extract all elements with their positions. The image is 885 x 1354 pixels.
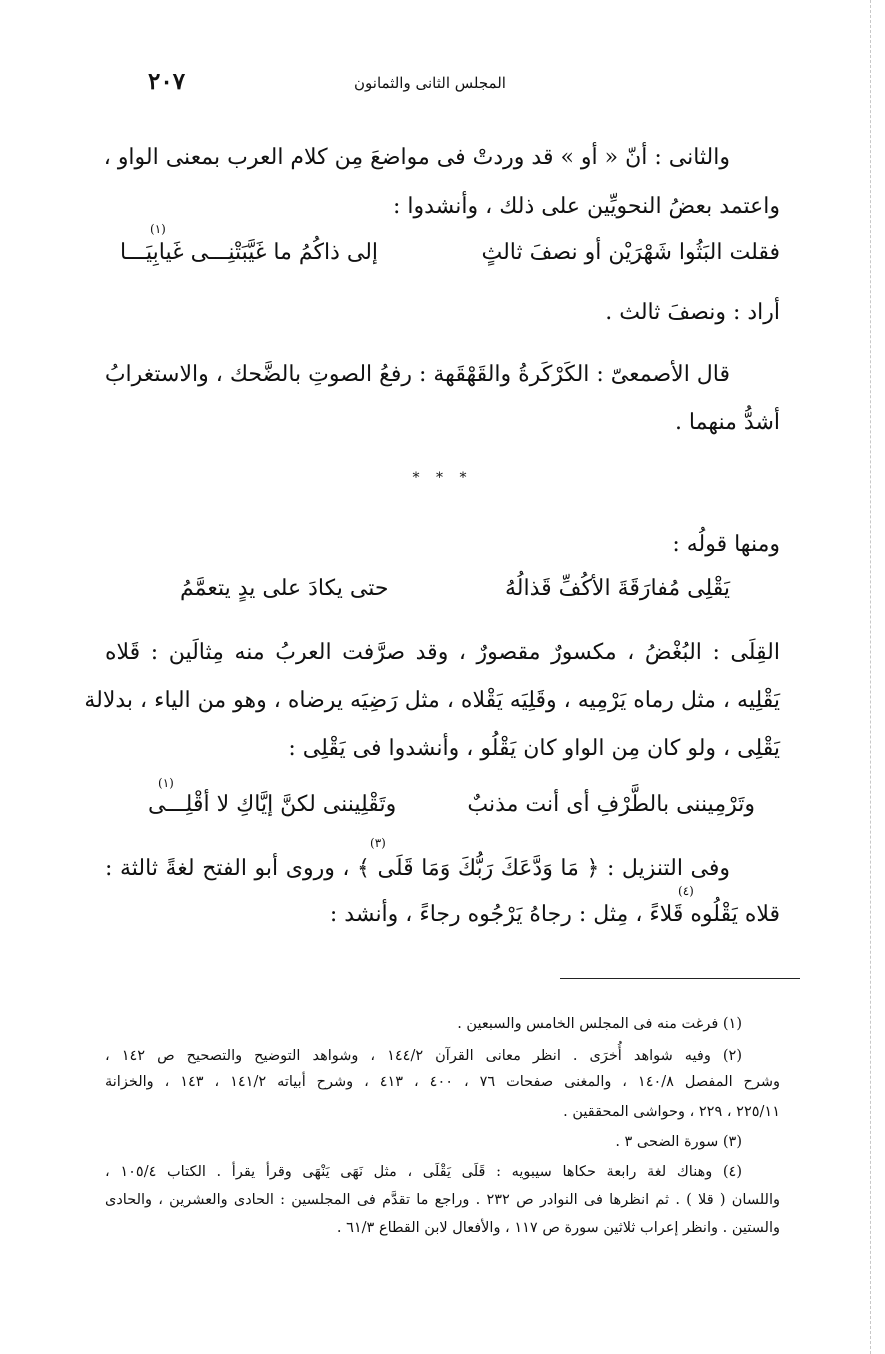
paragraph-line: قلاه يَقْلُوه قَلاءً ، مِثل : رجاهُ يَرْجُوه رجاءً ، وأنشد : (329, 902, 780, 927)
footnote-marker: (٤) (678, 884, 694, 898)
paragraph-line: واعتمد بعضُ النحويِّين على ذلك ، وأنشدوا : (392, 194, 780, 219)
running-title: المجلس الثانى والثمانون (354, 74, 506, 92)
verse-hemistich-left: حتى يكادَ على يدٍ يتعمَّمُ (180, 576, 389, 601)
footnote-line: (١) فرغت منه فى المجلس الخامس والسبعين . (457, 1016, 742, 1032)
footnote-line: ٢٢٥/١١ ، ٢٢٩ ، وحواشى المحققين . (563, 1104, 780, 1120)
verse-hemistich-right: يَقْلِى مُفارَقَةَ الأكُفِّ قَذالُهُ (505, 576, 730, 601)
verse-hemistich-left: إلى ذاكُمُ ما غَيَّبَتْنِـــى غَيابِيَـــا (120, 240, 379, 265)
footnote-line: والستين . وانظر إعراب ثلاثين سورة ص ١١٧ ، والأفعال لابن القطاع ٦١/٣ . (336, 1220, 780, 1236)
paragraph-line: يَقْلِيه ، مثل رماه يَرْمِيه ، وقَلِيَه يَقْلاه ، مثل رَضِيَه يرضاه ، وهو من الياء ، بدلالة (84, 688, 780, 713)
footnote-line: وشرح المفصل ١٤٠/٨ ، والمغنى صفحات ٧٦ ، ٤٠٠ ، ٤١٣ ، وشرح أبياته ١٤١/٢ ، ١٤٣ ، والخزانة (105, 1074, 781, 1090)
section-separator: * * * (412, 470, 473, 486)
footnote-marker: (١) (150, 222, 166, 236)
footnote-line: (٤) وهناك لغة رابعة حكاها سيبويه : قَلَى يَقْلَى ، مثل نَهَى يَنْهَى وقرأ يقرأ . الكتاب ١٠٥/٤ ، (105, 1164, 743, 1180)
footnote-line: (٣) سورة الضحى ٣ . (615, 1134, 742, 1150)
paragraph-line: يَقْلِى ، ولو كان مِن الواو كان يَقْلُو ، وأنشدوا فى يَقْلِى : (288, 736, 780, 761)
verse-hemistich-right: وتَرْمِيننى بالطَّرْفِ أى أنت مذنبٌ (467, 792, 755, 817)
paragraph-line: أراد : ونصفَ ثالث . (605, 300, 780, 325)
footnote-line: واللسان ( قلا ) . ثم انظرها فى النوادر ص ٢٣٢ . وراجع ما تقدَّم فى المجلسين : الحادى والعشرين ، والحادى (105, 1192, 781, 1208)
page-number: ٢٠٧ (148, 68, 186, 95)
verse-hemistich-right: فقلت البَثُوا شَهْرَيْن أو نصفَ ثالثٍ (481, 240, 780, 265)
footnote-marker: (١) (158, 776, 174, 790)
footnote-rule (560, 978, 800, 979)
paragraph-line: القِلَى : البُغْضُ ، مكسورٌ مقصورٌ ، وقد صرَّفت العربُ منه مِثالَين : قَلاه (105, 640, 780, 665)
footnote-marker: (٣) (370, 836, 386, 850)
page-edge-divider (869, 0, 871, 1354)
paragraph-line: قال الأصمعىّ : الكَرْكَرةُ والقَهْقَهة : رفعُ الصوتِ بالضَّحك ، والاستغرابُ (104, 362, 730, 387)
paragraph-line: وفى التنزيل : ﴿ مَا وَدَّعَكَ رَبُّكَ وَمَا قَلَى ﴾ ، وروى أبو الفتح لغةً ثالثة : (105, 856, 730, 881)
paragraph-line: ومنها قولُه : (672, 532, 780, 557)
footnote-line: (٢) وفيه شواهد أُخرَى . انظر معانى القرآن ١٤٤/٢ ، وشواهد التوضيح والتصحيح ص ١٤٢ ، (105, 1048, 742, 1064)
paragraph-line: أشدُّ منهما . (674, 410, 780, 435)
verse-hemistich-left: وتَقْلِيننى لكنَّ إيَّاكِ لا أقْلِـــى (148, 792, 397, 817)
paragraph-line: والثانى : أنّ « أو » قد وردتْ فى مواضعَ مِن كلام العرب بمعنى الواو ، (103, 145, 730, 170)
